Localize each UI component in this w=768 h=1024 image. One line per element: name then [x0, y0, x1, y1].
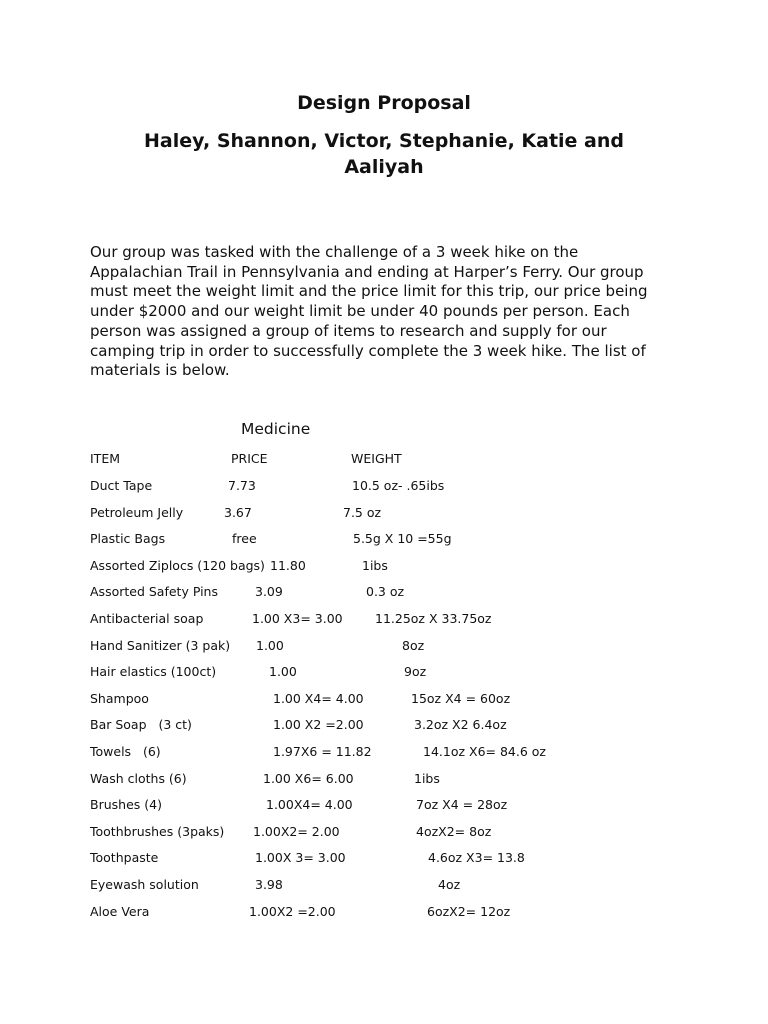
table-row — [0, 744, 768, 764]
table-row — [0, 584, 768, 604]
table-row — [0, 691, 768, 711]
cell-item: Bar Soap (3 ct) — [90, 717, 192, 733]
cell-item: Toothpaste — [90, 850, 159, 866]
intro-paragraph: Our group was tasked with the challenge of a 3 week hike on the Appalachian Trail in Pennsylvania and ending at Harper’s Ferry. Our group must meet the weight limit and the price limit for this trip, our price being under $2000 and our weight limit be under 40 pounds per person. Each person was assigned a group of items to research and supply for our camping trip in order to successfully complete the 3 week hike. The list of materials is below. — [90, 243, 648, 380]
cell-price: 3.98 — [255, 877, 283, 892]
cell-price: 11.80 — [270, 557, 306, 573]
table-row — [0, 850, 768, 870]
table-row — [0, 558, 768, 578]
cell-price: 1.00 — [269, 664, 297, 680]
table-row — [0, 611, 768, 631]
table-row — [0, 638, 768, 658]
cell-price: 1.00X4= 4.00 — [266, 797, 353, 813]
cell-price: 7.73 — [228, 478, 256, 493]
cell-price: 1.00X2= 2.00 — [253, 823, 340, 839]
section-title-medicine: Medicine — [241, 420, 311, 438]
cell-item: Assorted Ziplocs (120 bags) — [90, 557, 265, 573]
cell-weight: 8oz — [402, 637, 425, 653]
cell-weight: 7oz X4 = 28oz — [416, 797, 508, 813]
table-row — [0, 664, 768, 684]
cell-item: Plastic Bags — [90, 531, 166, 547]
cell-weight: 4ozX2= 8oz — [416, 823, 492, 839]
cell-weight: 7.5 oz — [343, 504, 382, 520]
cell-weight: 1ibs — [362, 557, 388, 573]
cell-item: Aloe Vera — [90, 903, 150, 919]
cell-weight: 9oz — [404, 664, 427, 680]
cell-weight: 14.1oz X6= 84.6 oz — [423, 744, 546, 759]
header-item: ITEM — [90, 451, 121, 466]
cell-price: 1.00 X3= 3.00 — [252, 611, 343, 626]
cell-item: Wash cloths (6) — [90, 770, 187, 786]
table-row — [0, 877, 768, 897]
cell-weight: 6ozX2= 12oz — [427, 903, 511, 919]
cell-weight: 0.3 oz — [366, 584, 405, 600]
cell-price: free — [232, 531, 257, 547]
cell-price: 1.00 X6= 6.00 — [263, 770, 354, 786]
cell-price: 1.97X6 = 11.82 — [273, 744, 372, 759]
cell-item: Towels (6) — [90, 744, 161, 759]
header-price: PRICE — [231, 451, 268, 466]
table-row — [0, 904, 768, 924]
cell-weight: 1ibs — [414, 770, 440, 786]
cell-item: Duct Tape — [90, 478, 153, 493]
table-row — [0, 771, 768, 791]
table-row — [0, 797, 768, 817]
cell-item: Shampoo — [90, 690, 149, 706]
table-row — [0, 505, 768, 525]
table-row — [0, 478, 768, 498]
table-row — [0, 531, 768, 551]
cell-price: 1.00X 3= 3.00 — [255, 850, 346, 866]
table-row — [0, 717, 768, 737]
cell-item: Eyewash solution — [90, 877, 199, 892]
cell-item: Hand Sanitizer (3 pak) — [90, 637, 231, 653]
cell-price: 1.00X2 =2.00 — [249, 903, 336, 919]
document-title: Design Proposal — [297, 92, 471, 114]
table-header-row — [0, 451, 768, 471]
cell-weight: 15oz X4 = 60oz — [411, 690, 511, 706]
cell-price: 3.67 — [224, 504, 252, 520]
cell-item: Brushes (4) — [90, 797, 162, 813]
cell-price: 3.09 — [255, 584, 283, 600]
cell-item: Antibacterial soap — [90, 611, 204, 626]
cell-weight: 11.25oz X 33.75oz — [375, 611, 492, 626]
cell-weight: 3.2oz X2 6.4oz — [414, 717, 507, 733]
header-weight: WEIGHT — [351, 451, 402, 466]
cell-item: Petroleum Jelly — [90, 504, 184, 520]
cell-price: 1.00 X4= 4.00 — [273, 690, 364, 706]
cell-weight: 10.5 oz- .65ibs — [352, 478, 445, 493]
cell-weight: 5.5g X 10 =55g — [353, 531, 452, 547]
cell-item: Toothbrushes (3paks) — [90, 823, 225, 839]
table-row — [0, 824, 768, 844]
cell-weight: 4oz — [438, 877, 461, 892]
document-authors: Haley, Shannon, Victor, Stephanie, Katie and Aaliyah — [143, 130, 624, 178]
cell-weight: 4.6oz X3= 13.8 — [428, 850, 525, 866]
cell-price: 1.00 — [256, 637, 284, 653]
cell-item: Assorted Safety Pins — [90, 584, 218, 600]
cell-price: 1.00 X2 =2.00 — [273, 717, 364, 733]
cell-item: Hair elastics (100ct) — [90, 664, 217, 680]
